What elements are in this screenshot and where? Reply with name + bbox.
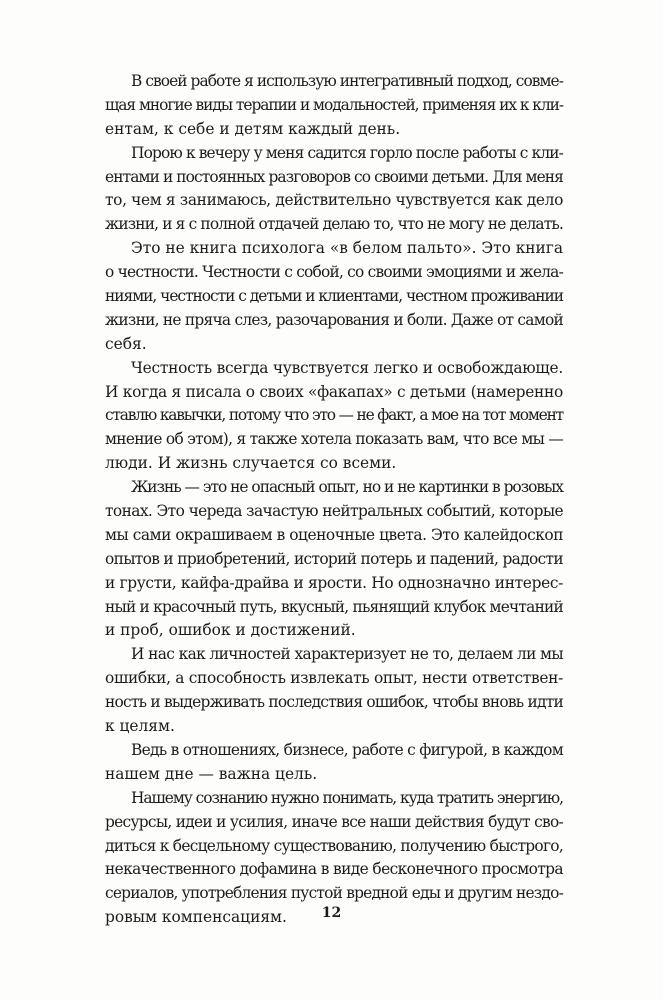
text-line: мы сами окрашиваем в оценочные цвета. Это калейдоскоп [105,525,563,544]
text-line: ность и выдерживать последствия ошибок, чтобы вновь идти [105,693,563,712]
text-line: Это не книга психолога «в белом пальто». Это книга [131,239,563,258]
text-line: о честности. Честности с собой, со своими эмоциями и жела- [105,263,563,282]
text-line: и проб, ошибок и достижений. [105,621,356,640]
text-line: Нашему сознанию нужно понимать, куда тратить энергию, [131,788,563,807]
paragraph [105,237,563,356]
text-line: диться к бесцельному существованию, получению быстрого, [105,836,563,855]
text-line: жизни, и я с полной отдачей делаю то, что не могу не делать. [105,215,563,234]
paragraph [105,357,563,476]
text-line: тонах. Это череда зачастую нейтральных событий, которые [105,502,563,521]
text-line: В своей работе я использую интегративный подход, совме- [131,72,563,90]
text-line: опытов и приобретений, историй потерь и падений, радости [105,549,563,568]
text-line: ниями, честности с детьми и клиентами, честном проживании [105,287,563,306]
text-line: Честность всегда чувствуется легко и освобождающе. [131,358,563,377]
body-text [105,70,563,930]
text-line: жизни, не пряча слез, разочарования и боли. Даже от самой [105,310,563,329]
text-line: ошибки, а способность извлекать опыт, нести ответствен- [105,669,563,688]
text-line: ентами и постоянных разговоров со своими детьми. Для меня [105,167,563,186]
text-line: Жизнь — это не опасный опыт, но и не картинки в розовых [131,478,563,497]
paragraph [105,70,563,142]
text-line: то, чем я занимаюсь, действительно чувствуется как дело [105,191,563,210]
paragraph [105,476,563,643]
text-line: И нас как личностей характеризует не то, делаем ли мы [131,645,563,664]
paragraph [105,739,563,787]
paragraph [105,643,563,739]
text-line: ставлю кавычки, потому что это — не факт, а мое на тот момент [105,406,563,425]
text-line: мнение об этом), я также хотела показать вам, что все мы — [105,430,564,449]
text-line: Порою к вечеру у меня садится горло после работы с кли- [131,143,563,162]
page-number: 12 [321,905,342,921]
text-line: нашем дне — важна цель. [105,764,318,783]
text-line: некачественного дофамина в виде бесконечного просмотра [105,860,563,879]
text-line: люди. И жизнь случается со всеми. [105,454,397,473]
text-line: сериалов, употребления пустой вредной еды и другим нездо- [105,884,563,903]
text-line: ентам, к себе и детям каждый день. [105,119,401,138]
text-line: Ведь в отношениях, бизнесе, работе с фигурой, в каждом [131,740,563,759]
text-line: себя. [105,334,147,353]
text-line: к целям. [105,717,175,736]
text-line: ный и красочный путь, вкусный, пьянящий клубок мечтаний [105,597,563,616]
text-line: ровым компенсациям. [105,908,287,927]
text-line: и грусти, кайфа-драйва и ярости. Но однозначно интерес- [105,573,563,592]
text-line: ресурсы, идеи и усилия, иначе все наши действия будут сво- [105,812,563,831]
paragraph [105,142,563,238]
text-line: И когда я писала о своих «факапах» с детьми (намеренно [105,382,563,401]
text-line: щая многие виды терапии и модальностей, применяя их к кли- [105,95,563,114]
